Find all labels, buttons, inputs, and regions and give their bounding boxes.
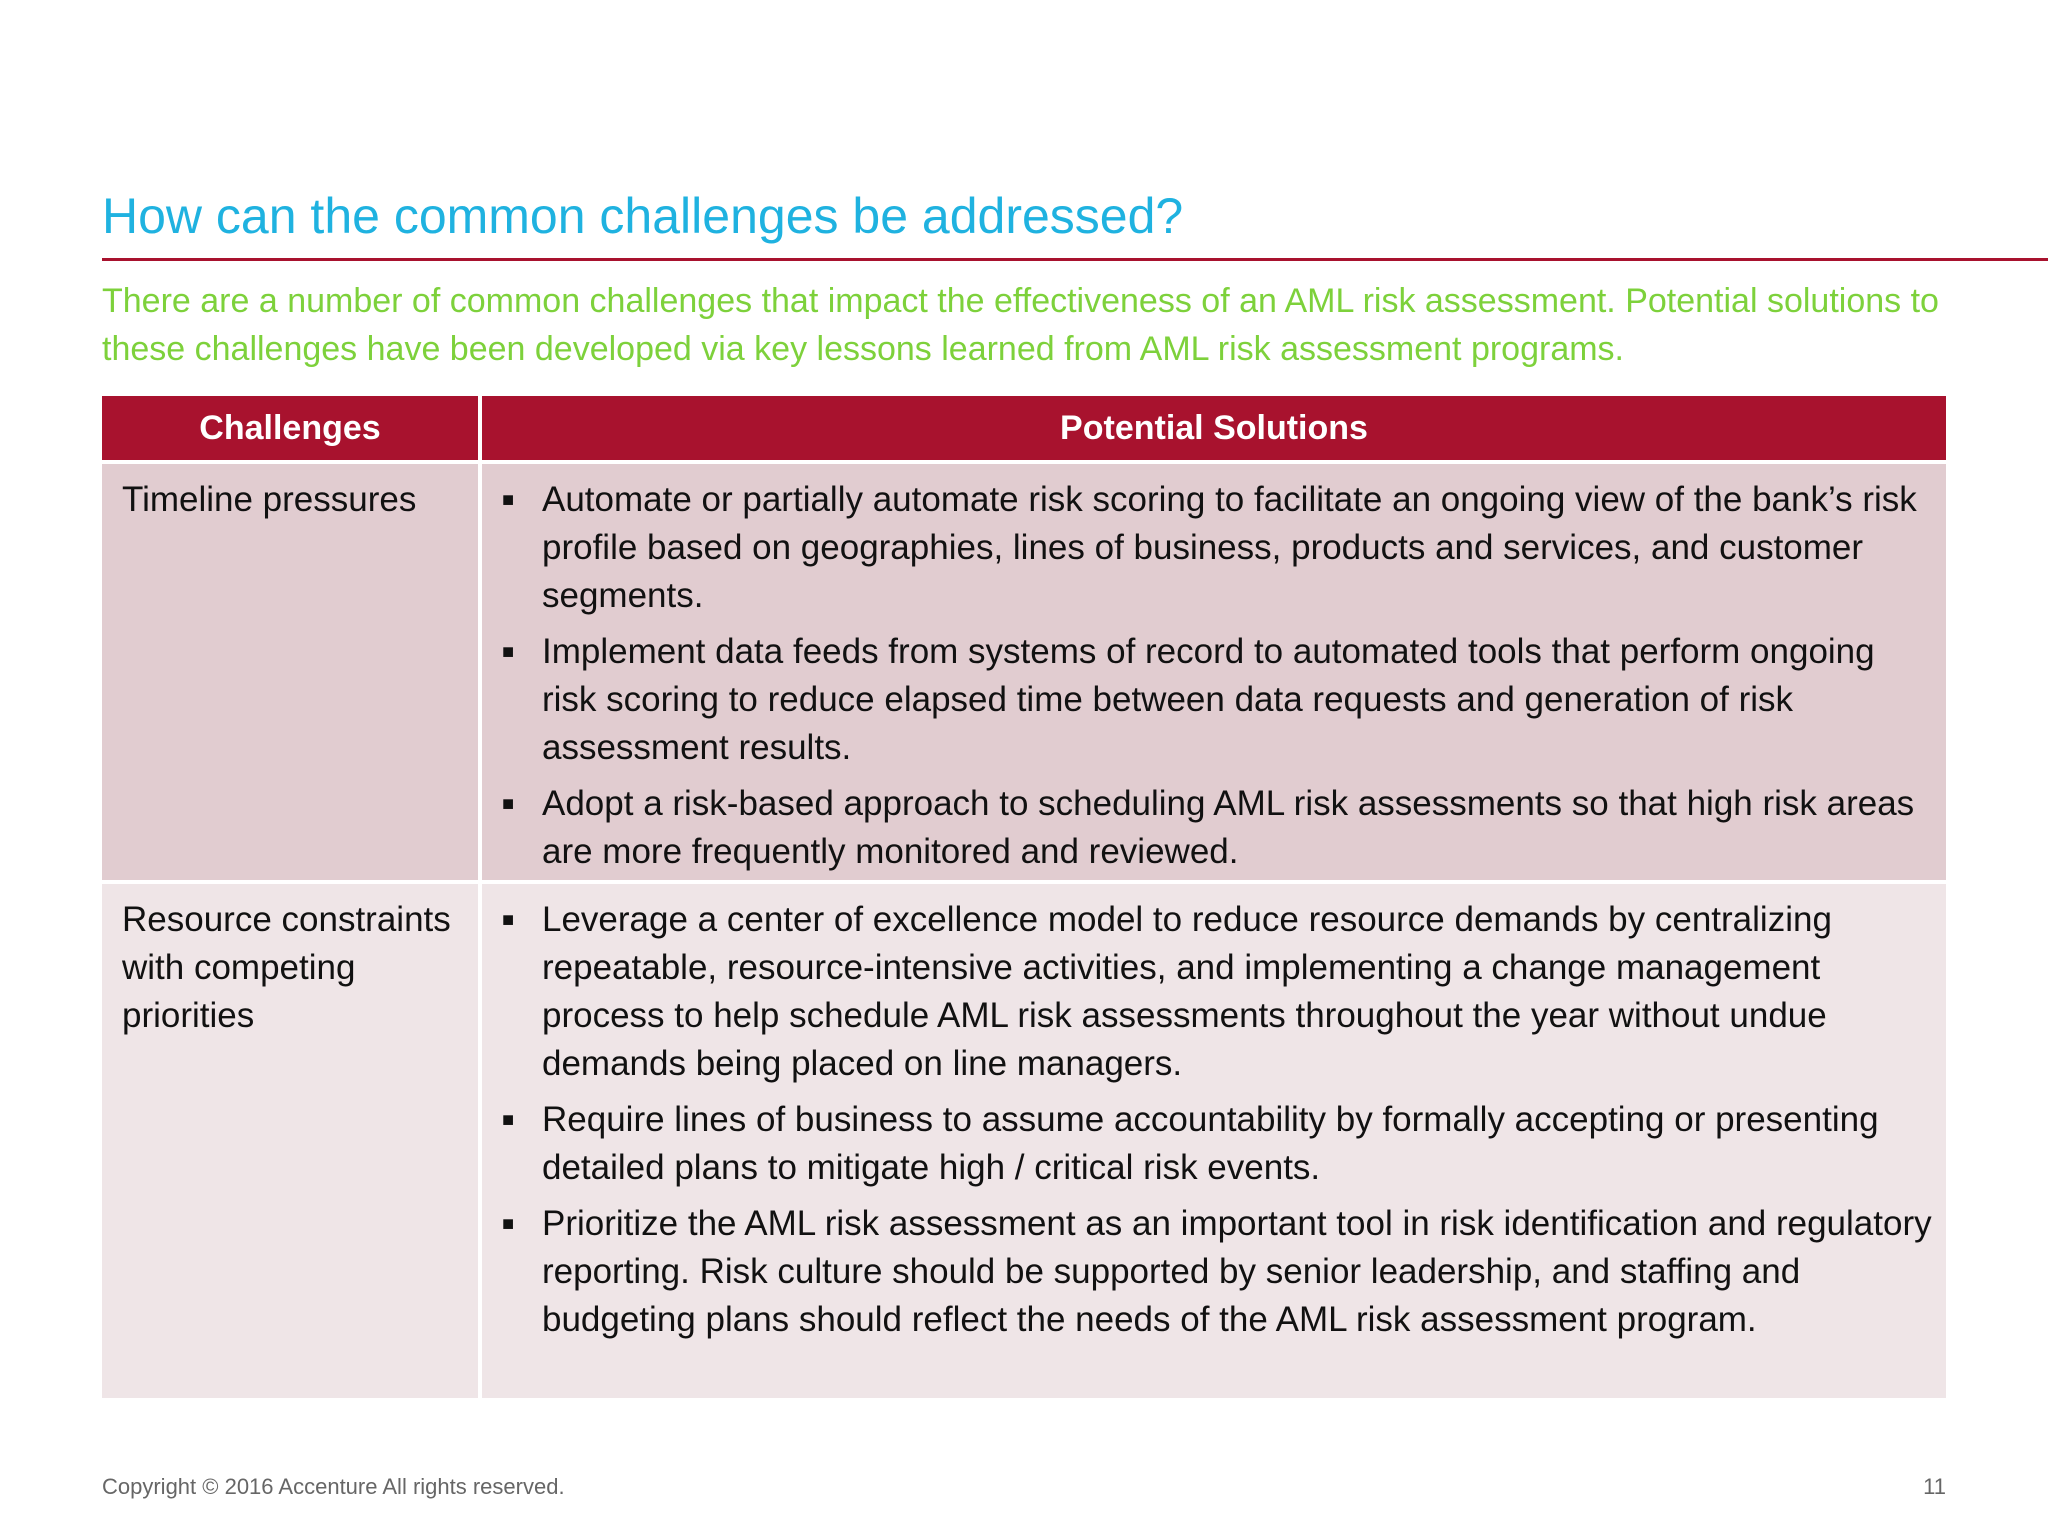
challenge-cell: Resource constraints with competing priorities xyxy=(122,900,451,1035)
list-item xyxy=(502,780,1936,876)
header-challenges: Challenges xyxy=(199,408,381,447)
challenges-table xyxy=(102,396,1946,1398)
page-title: How can the common challenges be addressed? xyxy=(102,188,1184,244)
list-item xyxy=(502,896,1936,1088)
table-header-row xyxy=(102,396,1946,460)
square-bullet-icon: ■ xyxy=(502,641,515,663)
challenge-cell: Timeline pressures xyxy=(122,480,417,519)
page-number: 11 xyxy=(1923,1474,1946,1499)
square-bullet-icon: ■ xyxy=(502,909,515,931)
square-bullet-icon: ■ xyxy=(502,1109,515,1131)
solution-text: Prioritize the AML risk assessment as an important tool in risk identification and regulatory reporting. Risk culture should be supported by senior leadership, and staffing and budgeting plans should reflect the needs of the AML risk assessment program. xyxy=(542,1204,1932,1339)
list-item xyxy=(502,628,1936,772)
table-row xyxy=(102,880,1946,1398)
square-bullet-icon: ■ xyxy=(502,793,515,815)
page-subtitle: There are a number of common challenges that impact the effectiveness of an AML risk assessment. Potential solutions to these challenges have been developed via key lessons learned from AML risk assessment programs. xyxy=(102,282,1939,368)
list-item xyxy=(502,476,1936,620)
list-item xyxy=(502,1200,1936,1344)
title-divider xyxy=(102,258,2048,261)
header-potential-solutions: Potential Solutions xyxy=(478,396,1946,460)
solutions-cell xyxy=(478,884,1946,1398)
copyright-notice: Copyright © 2016 Accenture All rights reserved. xyxy=(102,1474,565,1499)
solution-text: Leverage a center of excellence model to reduce resource demands by centralizing repeatable, resource-intensive activities, and implementing a change management process to help schedule AML risk assessments throughout the year without undue demands being placed on line managers. xyxy=(542,900,1832,1083)
square-bullet-icon: ■ xyxy=(502,489,515,511)
solution-text: Adopt a risk-based approach to scheduling AML risk assessments so that high risk areas are more frequently monitored and reviewed. xyxy=(542,784,1915,871)
solution-text: Implement data feeds from systems of record to automated tools that perform ongoing risk scoring to reduce elapsed time between data requests and generation of risk assessment results. xyxy=(542,632,1875,767)
table-row xyxy=(102,460,1946,880)
solution-text: Require lines of business to assume accountability by formally accepting or presenting detailed plans to mitigate high / critical risk events. xyxy=(542,1100,1879,1187)
solution-text: Automate or partially automate risk scoring to facilitate an ongoing view of the bank’s risk profile based on geographies, lines of business, products and services, and customer segments. xyxy=(542,480,1917,615)
square-bullet-icon: ■ xyxy=(502,1213,515,1235)
solutions-cell xyxy=(478,464,1946,880)
list-item xyxy=(502,1096,1936,1192)
